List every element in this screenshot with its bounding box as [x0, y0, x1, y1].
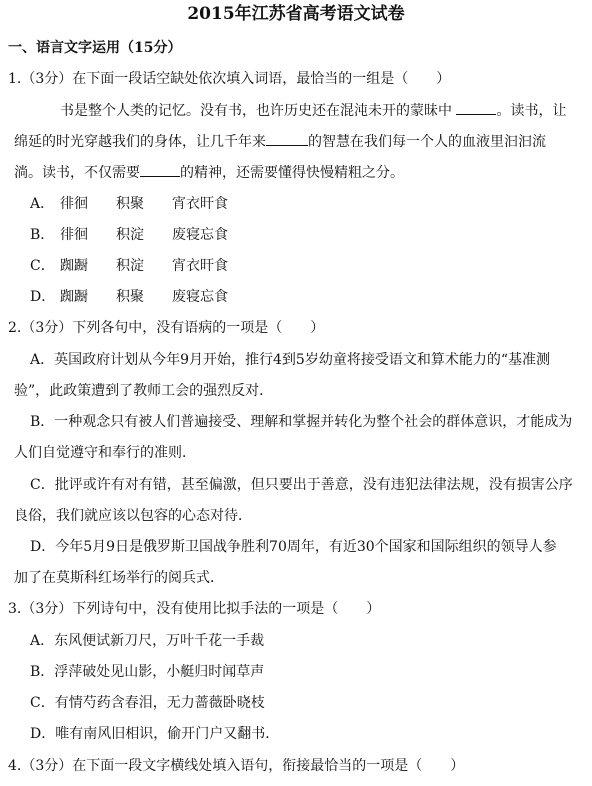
q1-passage-text: 绵延的时光穿越我们的身体，让几千年来 [14, 134, 266, 150]
q1-passage-text: 。读书，让 [496, 103, 567, 119]
q2-option-d-cont: 加了在莫斯科红场举行的阅兵式． [14, 570, 224, 586]
page-title: 2015年江苏省高考语文试卷 [187, 4, 405, 24]
q1-passage-text: 的精神，还需要懂得快慢精粗之分。 [180, 165, 404, 181]
q3-stem: 3.（3分）下列诗句中，没有使用比拟手法的一项是（ ） [8, 601, 381, 617]
option-word: 积聚 [116, 196, 144, 212]
option-word: 宵衣旰食 [172, 196, 228, 212]
option-word: 废寝忘食 [172, 227, 228, 243]
q3-option-b[interactable]: B．浮萍破处见山影，小艇归时闻草声 [30, 664, 265, 680]
q2-option-c[interactable]: C．批评或许有对有错，甚至偏激，但只要出于善意，没有违犯法律法规，没有损害公序 [30, 477, 573, 493]
q2-option-b-cont: 人们自觉遵守和奉行的准则． [14, 445, 196, 461]
option-key: B． [30, 227, 55, 243]
q1-stem: 1.（3分）在下面一段话空缺处依次填入词语，最恰当的一组是（ ） [8, 71, 451, 87]
section-heading: 一、语言文字运用（15分） [8, 40, 182, 56]
option-word: 废寝忘食 [172, 289, 228, 305]
q3-option-d[interactable]: D．唯有南风旧相识，偷开门户又翻书． [30, 726, 280, 742]
q1-option-d[interactable] [30, 287, 228, 307]
q1-passage-text: 淌。读书，不仅需要 [14, 165, 140, 181]
option-word: 踟蹰 [60, 289, 88, 305]
q2-option-c-cont: 良俗，我们就应该以包容的心态对待． [14, 508, 252, 524]
q1-passage-text: 书是整个人类的记忆。没有书，也许历史还在混沌未开的蒙昧中 [60, 103, 452, 119]
option-word: 徘徊 [60, 227, 88, 243]
q1-passage-line-1 [60, 100, 566, 121]
q1-option-a[interactable] [30, 194, 228, 214]
fill-blank-3 [140, 162, 180, 177]
fill-blank-1 [456, 100, 496, 115]
option-word: 积聚 [116, 289, 144, 305]
option-key: C． [30, 258, 55, 274]
option-word: 踟蹰 [60, 258, 88, 274]
q2-stem: 2.（3分）下列各句中，没有语病的一项是（ ） [8, 320, 325, 336]
option-word: 徘徊 [60, 196, 88, 212]
q2-option-a[interactable]: A．英国政府计划从今年9月开始，推行4到5岁幼童将接受语文和算术能力的“基准测 [30, 352, 550, 368]
option-key: A． [30, 196, 55, 212]
q1-option-c[interactable] [30, 256, 228, 276]
option-word: 积淀 [116, 258, 144, 274]
q3-option-a[interactable]: A．东风便试新刀尺，万叶千花一手裁 [30, 633, 265, 649]
option-word: 宵衣旰食 [172, 258, 228, 274]
q1-passage-line-3 [14, 162, 404, 183]
fill-blank-2 [266, 131, 308, 146]
q3-option-c[interactable]: C．有情芍药含春泪，无力蔷薇卧晓枝 [30, 695, 265, 711]
q1-option-b[interactable] [30, 225, 228, 245]
q2-option-b[interactable]: B．一种观念只有被人们普遍接受、理解和掌握并转化为整个社会的群体意识，才能成为 [30, 414, 573, 430]
option-key: D． [30, 289, 56, 305]
q2-option-a-cont: 验”，此政策遭到了教师工会的强烈反对． [14, 383, 274, 399]
option-word: 积淀 [116, 227, 144, 243]
q2-option-d[interactable]: D．今年5月9日是俄罗斯卫国战争胜利70周年，有近30个国家和国际组织的领导人参 [30, 539, 557, 555]
q4-stem: 4.（3分）在下面一段文字横线处填入语句，衔接最恰当的一项是（ ） [8, 758, 465, 774]
q1-passage-text: 的智慧在我们每一个人的血液里汩汩流 [308, 134, 546, 150]
q1-passage-line-2 [14, 131, 546, 152]
